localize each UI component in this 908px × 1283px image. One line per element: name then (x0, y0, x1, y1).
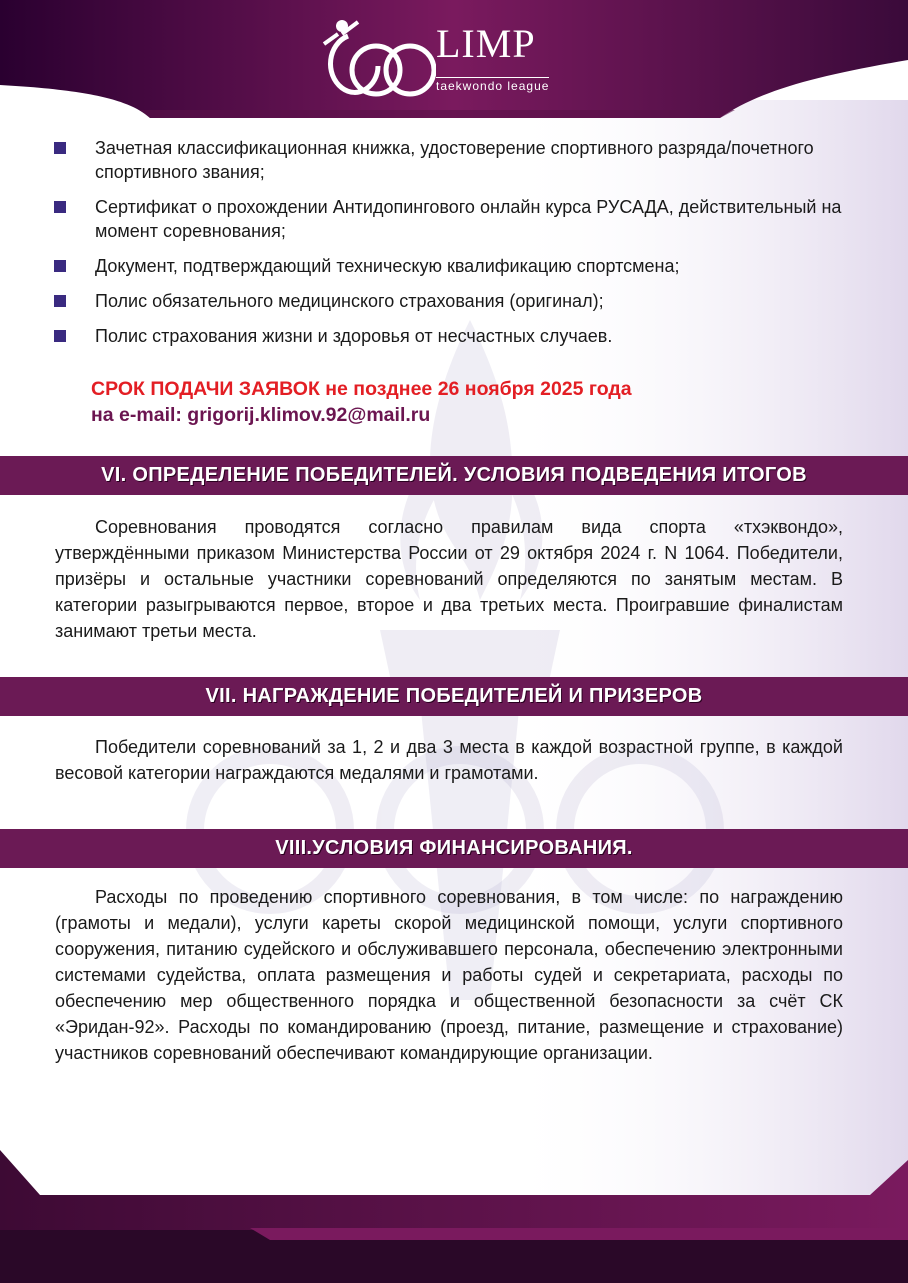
square-bullet-icon (54, 142, 66, 154)
deadline-date: СРОК ПОДАЧИ ЗАЯВОК не позднее 26 ноября 2025 года (91, 378, 632, 400)
section-7-text: Победители соревнований за 1, 2 и два 3 места в каждой возрастной группе, в каждой весовой категории награждаются медалями и грамотами. (55, 737, 843, 783)
list-item: Полис обязательного медицинского страхования (оригинал); (52, 289, 852, 313)
olympic-rings-logo-icon (318, 14, 436, 104)
logo-title: LIMP (436, 21, 536, 66)
square-bullet-icon (54, 330, 66, 342)
league-logo (318, 14, 558, 104)
section-8-title: VIII.УСЛОВИЯ ФИНАНСИРОВАНИЯ. (275, 837, 633, 859)
section-6-header (0, 456, 908, 495)
section-8-header (0, 829, 908, 868)
section-7-header (0, 677, 908, 716)
list-item: Зачетная классификационная книжка, удостоверение спортивного разряда/почетного спортивного звания; (52, 136, 852, 184)
list-item: Документ, подтверждающий техническую квалификацию спортсмена; (52, 254, 852, 278)
application-deadline (91, 376, 632, 428)
deadline-email[interactable]: на e-mail: grigorij.klimov.92@mail.ru (91, 404, 431, 426)
square-bullet-icon (54, 201, 66, 213)
section-8-text: Расходы по проведению спортивного соревнования, в том числе: по награждению (грамоты и медали), услуги кареты скорой медицинской помощи, услуги спортивного сооружения, питанию судейского и обслуживавшего персонала, обеспечению электронными системами судейства, оплата размещения и работы судей и секретариата, расходы по обеспечению мер общественного порядка и общественной безопасности за счёт СК «Эридан-92». Расходы по командированию (проезд, питание, размещение и страхование) участников соревнований обеспечивают командирующие организации. (55, 887, 843, 1063)
square-bullet-icon (54, 260, 66, 272)
section-6-text: Соревнования проводятся согласно правилам вида спорта «тхэквондо», утверждёнными приказом Министерства России от 29 октября 2024 г. N 1064. Победители, призёры и остальные участники соревнований определяются по занятым местам. В категории разыгрываются первое, второе и два третьих места. Проигравшие финалистам занимают третьи места. (55, 517, 843, 641)
list-item: Полис страхования жизни и здоровья от несчастных случаев. (52, 324, 852, 348)
square-bullet-icon (54, 295, 66, 307)
list-item: Сертификат о прохождении Антидопингового онлайн курса РУСАДА, действительный на момент соревнования; (52, 195, 852, 243)
logo-subtitle: taekwondo league (436, 79, 550, 93)
section-7-title: VII. НАГРАЖДЕНИЕ ПОБЕДИТЕЛЕЙ И ПРИЗЕРОВ (205, 685, 703, 707)
section-6-title: VI. ОПРЕДЕЛЕНИЕ ПОБЕДИТЕЛЕЙ. УСЛОВИЯ ПОДВЕДЕНИЯ ИТОГОВ (101, 464, 807, 486)
documents-list (52, 136, 852, 359)
